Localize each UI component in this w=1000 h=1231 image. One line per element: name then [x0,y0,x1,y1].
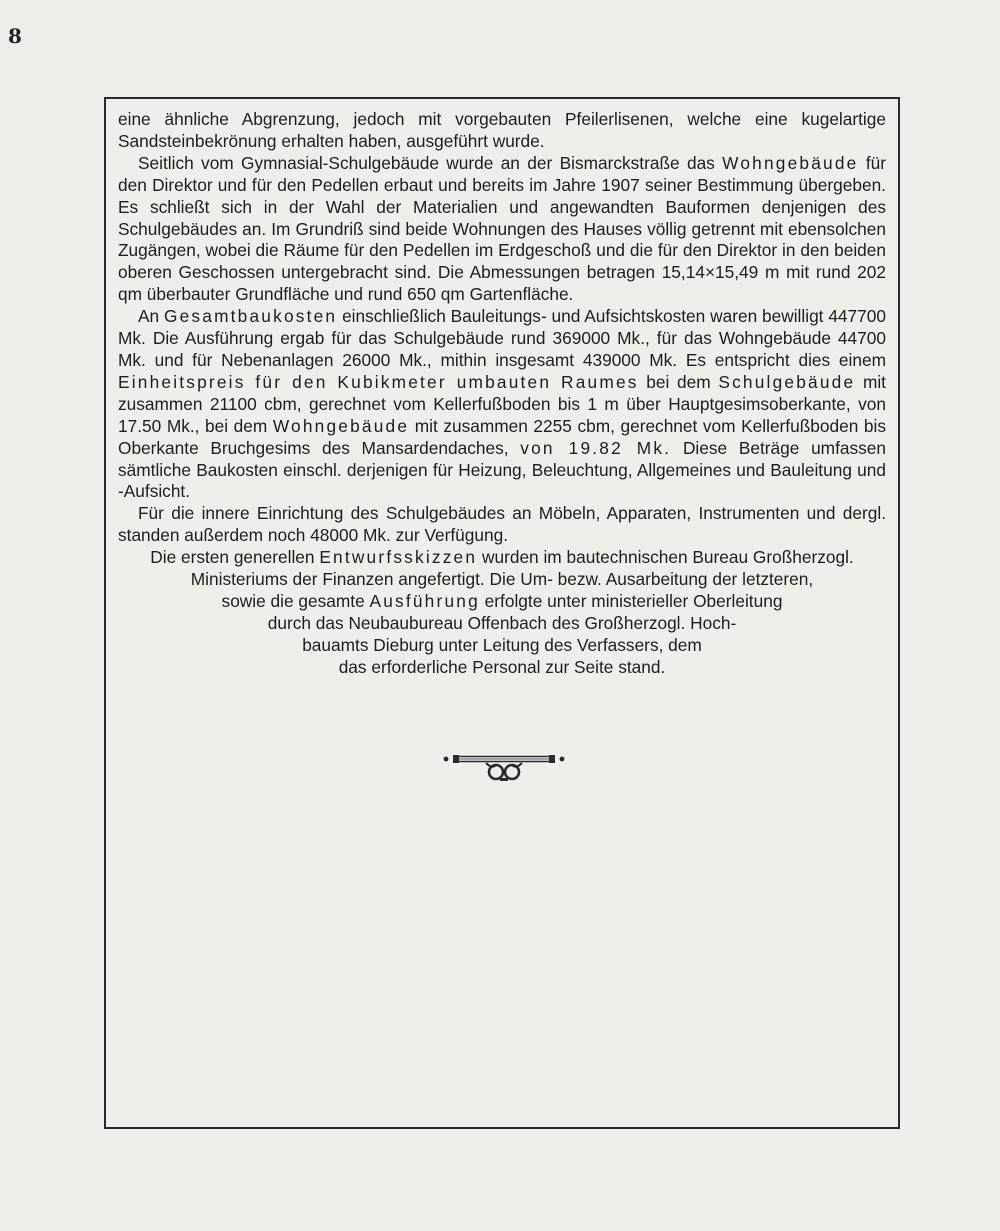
closing-paragraph [118,547,886,678]
paragraph-3-text-d: mit zusammen 21100 cbm, gerechnet vom Kellerfußboden bis 1 m über Hauptgesimsoberkante, von 17.50 Mk., bei dem [118,371,886,436]
body-text [118,109,886,679]
paragraph-2-text-a: Seitlich vom Gymnasial-Schulgebäude wurde an der Bismarckstraße das [138,152,723,173]
spaced-term-ausfuehrung: Ausführung [369,590,480,611]
paragraph-3-text-a: An [138,306,164,327]
closing-line-3-text-a: sowie die gesamte [221,590,370,611]
spaced-term-preis: von 19.82 Mk. [520,437,672,458]
spaced-term-wohngebaeude-2: Wohngebäude [272,415,410,436]
closing-line-6: das erforderliche Personal zur Seite stand. [338,656,666,677]
paragraph-3 [118,306,886,503]
closing-line-1-text-a: Die ersten generellen [150,547,320,568]
closing-line-2: Ministeriums der Finanzen angefertigt. Die Um- bezw. Ausarbeitung der letzteren, [190,569,814,590]
paragraph-4: Für die innere Einrichtung des Schulgebäudes an Möbeln, Apparaten, Instrumenten und dergl. standen außerdem noch 48000 Mk. zur Verfügung. [118,503,886,546]
paragraph-3-text-f: Diese Beträge umfassen sämtliche Baukosten einschl. derjenigen für Heizung, Beleuchtung, Allgemeines und Bauleitung und -Aufsicht. [118,437,886,502]
spaced-term-schulgebaeude: Schulgebäude [718,371,856,392]
closing-line-5: bauamts Dieburg unter Leitung des Verfassers, dem [302,634,702,655]
decorative-tailpiece-icon [442,749,566,783]
paragraph-3-text-e: mit zusammen 2255 cbm, gerechnet vom Kellerfußboden bis Oberkante Bruchgesims des Mansardendaches, [118,415,886,458]
closing-line-3-text-b: erfolgte unter ministerieller Oberleitung [479,590,783,611]
spaced-term-einheitspreis: Einheitspreis für den Kubikmeter umbauten Raumes [118,371,639,392]
page-number: 8 [8,24,22,48]
paragraph-1: eine ähnliche Abgrenzung, jedoch mit vorgebauten Pfeilerlisenen, welche eine kugelartige Sandsteinbekrönung erhalten haben, ausgeführt wurde. [118,109,886,151]
spaced-term-entwurfsskizzen: Entwurfsskizzen [319,547,478,568]
text-frame [104,97,900,1129]
closing-line-4: durch das Neubaubureau Offenbach des Großherzogl. Hoch- [267,612,737,633]
closing-line-1-text-b: wurden im bautechnischen Bureau Großherzogl. [477,547,854,568]
paragraph-3-text-c: bei dem [638,371,719,392]
spaced-term-gesamtbaukosten: Gesamtbaukosten [163,306,338,327]
spaced-term-wohngebaeude: Wohngebäude [722,152,859,173]
closing-line-1 [118,547,886,569]
paragraph-2 [118,153,886,306]
paragraph-3-text-b: einschließlich Bauleitungs- und Aufsichtskosten waren bewilligt 447700 Mk. Die Ausführung ergab für das Schulgebäude rund 369000 Mk., für das Wohngebäude 44700 Mk. und für Nebenanlagen 26000 Mk., mithin insgesamt 439000 Mk. Es entspricht dies einem [118,306,886,370]
closing-line-3 [118,591,886,613]
paragraph-2-text-b: für den Direktor und für den Pedellen erbaut und bereits im Jahre 1907 seiner Bestimmung übergeben. Es schließt sich in der Wahl der Materialien und angewandten Bauformen denjenigen des Schulgebäudes an. Im Grundriß sind beide Wohnungen des Hauses völlig getrennt mit ebensolchen Zugängen, wobei die Räume für den Pedellen im Erdgeschoß und die für den Direktor in den beiden oberen Geschossen untergebracht sind. Die Abmessungen betragen 15,14×15,49 m mit rund 202 qm überbauter Grundfläche und rund 650 qm Gartenfläche. [118,152,886,305]
